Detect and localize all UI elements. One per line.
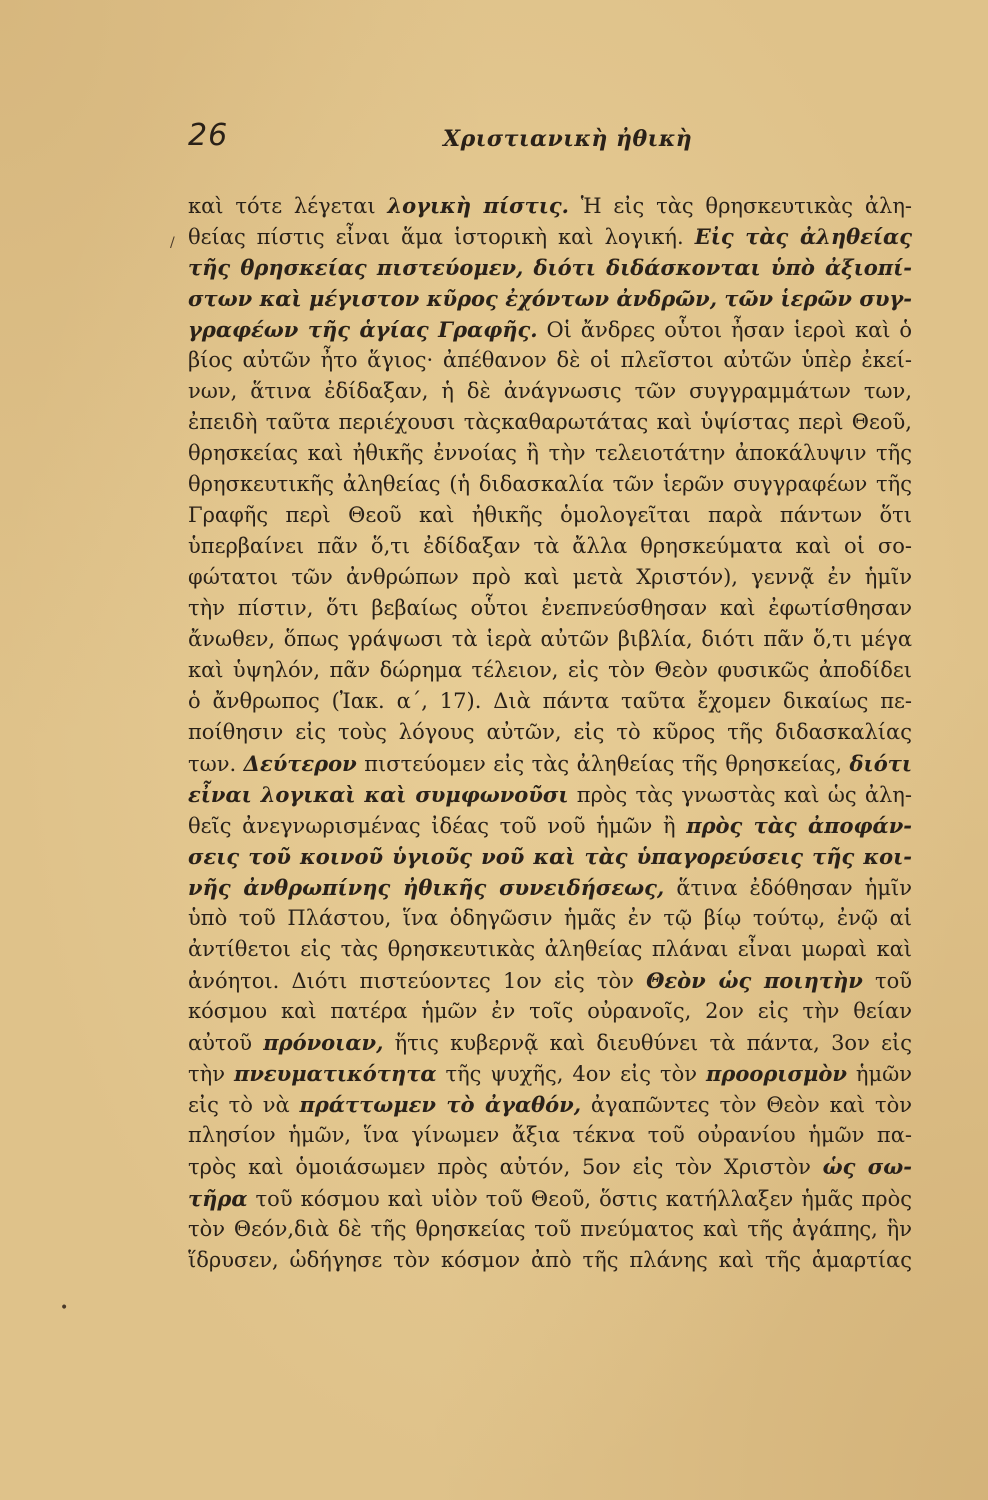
text-line (188, 841, 912, 872)
text-line (188, 1183, 912, 1214)
body-text (188, 190, 912, 1276)
text-run: ὑπὸ τοῦ Πλάστου, ἵνα ὁδηγῶσιν ἡμᾶς ἐν τῷ βίῳ τούτῳ, ἐνῷ αἱ (188, 906, 912, 931)
text-line (188, 996, 912, 1027)
text-run: Ἡ εἰς τὰς θρησκευτικὰς ἀλη- (568, 194, 912, 218)
emphasized-text: πρὸς τὰς ἀποφάν- (686, 813, 912, 839)
text-run: φώτατοι τῶν ἀνθρώπων πρὸ καὶ μετὰ Χριστόν), γεννᾷ ἐν ἡμῖν (188, 565, 912, 590)
text-line (188, 655, 912, 686)
emphasized-text: ὡς σω- (822, 1154, 912, 1180)
text-run: ὁ ἄνθρωπος (Ἰακ. α΄, 17). Διὰ πάντα ταῦτα ἔχομεν δικαίως πε- (188, 689, 912, 714)
text-run: τρὸς καὶ ὁμοιάσωμεν πρὸς αὐτόν, 5ον εἰς τὸν Χριστὸν (188, 1155, 823, 1180)
text-line (188, 810, 912, 841)
text-run: πιστεύομεν εἰς τὰς ἀληθείας τῆς θρησκείας, (356, 752, 850, 777)
text-run: τοῦ (862, 969, 912, 994)
text-line (188, 748, 912, 779)
text-line (188, 314, 912, 345)
emphasized-text: εἶναι λογικαὶ καὶ συμφωνοῦσι (188, 782, 569, 808)
text-line (188, 1027, 912, 1058)
margin-mark-icon: / (170, 235, 175, 251)
text-line (188, 1245, 912, 1276)
text-run: των. (188, 752, 244, 777)
text-run: ἵδρυσεν, ὡδήγησε τὸν κόσμον ἀπὸ τῆς πλάνης καὶ τῆς ἁμαρτίας (188, 1247, 912, 1272)
text-line (188, 1058, 912, 1089)
emphasized-text: πράττωμεν τὸ ἀγαθόν, (299, 1092, 582, 1118)
text-line (188, 407, 912, 438)
text-run: νων, ἅτινα ἐδίδαξαν, ἡ δὲ ἀνάγνωσις τῶν συγγραμμάτων των, (188, 379, 912, 404)
text-run: αὐτοῦ (188, 1031, 264, 1056)
emphasized-text: πνευματικότητα (233, 1061, 437, 1087)
text-run: Οἱ ἄνδρες οὗτοι ἦσαν ἱεροὶ καὶ ὁ (537, 318, 912, 343)
text-line (188, 686, 912, 717)
emphasized-text: νῆς ἀνθρωπίνης ἠθικῆς συνειδήσεως, (188, 875, 665, 901)
text-line (188, 872, 912, 903)
text-run: ὑπερβαίνει πᾶν ὅ,τι ἐδίδαξαν τὰ ἄλλα θρησκεύματα καὶ οἱ σο- (188, 534, 912, 559)
text-run: καὶ τότε λέγεται (188, 194, 388, 218)
text-run: τοῦ κόσμου καὶ υἱὸν τοῦ Θεοῦ, ὅστις κατήλλαξεν ἡμᾶς πρὸς (247, 1186, 912, 1211)
text-line (188, 1089, 912, 1120)
text-line (188, 376, 912, 407)
text-run: ἅτινα ἐδόθησαν ἡμῖν (664, 876, 912, 901)
text-run: ἀντίθετοι εἰς τὰς θρησκευτικὰς ἀληθείας πλάναι εἶναι μωραὶ καὶ (188, 937, 912, 962)
text-line (188, 1120, 912, 1151)
emphasized-text: Δεύτερον (243, 751, 357, 777)
text-run: εἰς τὸ νὰ (188, 1093, 300, 1118)
text-line (188, 252, 912, 283)
text-run: καὶ ὑψηλόν, πᾶν δώρημα τέλειον, εἰς τὸν Θεὸν φυσικῶς ἀποδίδει (188, 658, 912, 683)
running-title: Χριστιανικὴ ἠθικὴ (443, 126, 693, 152)
emphasized-text: πρόνοιαν, (263, 1030, 384, 1056)
text-line (188, 438, 912, 469)
text-line (188, 221, 912, 252)
text-run: ἐπειδὴ ταῦτα περιέχουσι τὰςκαθαρωτάτας καὶ ὑψίστας περὶ Θεοῦ, (188, 410, 912, 435)
text-run: Γραφῆς περὶ Θεοῦ καὶ ἠθικῆς ὁμολογεῖται παρὰ πάντων ὅτι (188, 503, 912, 528)
emphasized-text: Εἰς τὰς ἀληθείας (694, 224, 912, 250)
text-run: τὴν (188, 1062, 234, 1087)
text-line (188, 624, 912, 655)
text-run: θρησκείας καὶ ἠθικῆς ἐννοίας ἢ τὴν τελειοτάτην ἀποκάλυψιν τῆς (188, 441, 912, 466)
text-line (188, 190, 912, 221)
text-run: κόσμου καὶ πατέρα ἡμῶν ἐν τοῖς οὐρανοῖς, 2ον εἰς τὴν θείαν (188, 999, 912, 1024)
text-run: ποίθησιν εἰς τοὺς λόγους αὐτῶν, εἰς τὸ κῦρος τῆς διδασκαλίας (188, 720, 912, 745)
page-number: 26 (188, 118, 229, 153)
text-line (188, 345, 912, 376)
text-run: πλησίον ἡμῶν, ἵνα γίνωμεν ἄξια τέκνα τοῦ οὐρανίου ἡμῶν πα- (188, 1123, 912, 1148)
text-line (188, 469, 912, 500)
text-line (188, 965, 912, 996)
emphasized-text: προορισμὸν (705, 1061, 847, 1087)
text-line (188, 531, 912, 562)
text-line (188, 593, 912, 624)
text-line (188, 562, 912, 593)
text-line (188, 500, 912, 531)
emphasized-text: στων καὶ μέγιστον κῦρος ἐχόντων ἀνδρῶν, τῶν ἱερῶν συγ- (188, 286, 912, 312)
text-run: τὴν πίστιν, ὅτι βεβαίως οὗτοι ἐνεπνεύσθησαν καὶ ἐφωτίσθησαν (188, 596, 912, 621)
text-run: θρησκευτικῆς ἀληθείας (ἡ διδασκαλία τῶν ἱερῶν συγγραφέων τῆς (188, 472, 912, 497)
text-run: τὸν Θεόν,διὰ δὲ τῆς θρησκείας τοῦ πνεύματος καὶ τῆς ἀγάπης, ἣν (188, 1216, 912, 1241)
text-run: θείας πίστις εἶναι ἅμα ἱστορικὴ καὶ λογική. (188, 225, 695, 250)
text-run: ἀγαπῶντες τὸν Θεὸν καὶ τὸν (581, 1093, 912, 1118)
text-run: θεῖς ἀνεγνωρισμένας ἰδέας τοῦ νοῦ ἡμῶν ἢ (188, 814, 687, 839)
text-run: ἄνωθεν, ὅπως γράψωσι τὰ ἱερὰ αὐτῶν βιβλία, διότι πᾶν ὅ,τι μέγα (188, 627, 912, 652)
text-run: ἥτις κυβερνᾷ καὶ διευθύνει τὰ πάντα, 3ον εἰς (383, 1031, 912, 1056)
text-run: τῆς ψυχῆς, 4ον εἰς τὸν (436, 1062, 706, 1087)
text-line (188, 283, 912, 314)
text-run: ἡμῶν (846, 1062, 913, 1087)
text-line (188, 717, 912, 748)
text-line (188, 903, 912, 934)
text-line (188, 934, 912, 965)
text-line (188, 1214, 912, 1245)
text-line (188, 779, 912, 810)
emphasized-text: τῆς θρησκείας πιστεύομεν, διότι διδάσκονται ὑπὸ ἀξιοπί- (188, 255, 912, 281)
emphasized-text: Θεὸν ὡς ποιητὴν (646, 968, 863, 994)
margin-mark-icon: • (60, 1300, 69, 1316)
text-run: πρὸς τὰς γνωστὰς καὶ ὡς ἀλη- (568, 783, 912, 808)
text-line (188, 1151, 912, 1182)
text-run: ἀνόητοι. Διότι πιστεύοντες 1ον εἰς τὸν (188, 969, 647, 994)
emphasized-text: γραφέων τῆς ἁγίας Γραφῆς. (188, 317, 538, 343)
emphasized-text: τῆρα (188, 1185, 248, 1211)
emphasized-text: λογικὴ πίστις. (387, 193, 569, 218)
text-run: βίος αὐτῶν ἦτο ἅγιος· ἀπέθανον δὲ οἱ πλεῖστοι αὐτῶν ὑπὲρ ἐκεί- (188, 348, 912, 373)
emphasized-text: διότι (849, 751, 912, 777)
emphasized-text: σεις τοῦ κοινοῦ ὑγιοῦς νοῦ καὶ τὰς ὑπαγορεύσεις τῆς κοι- (188, 844, 912, 870)
page-header (188, 112, 728, 156)
